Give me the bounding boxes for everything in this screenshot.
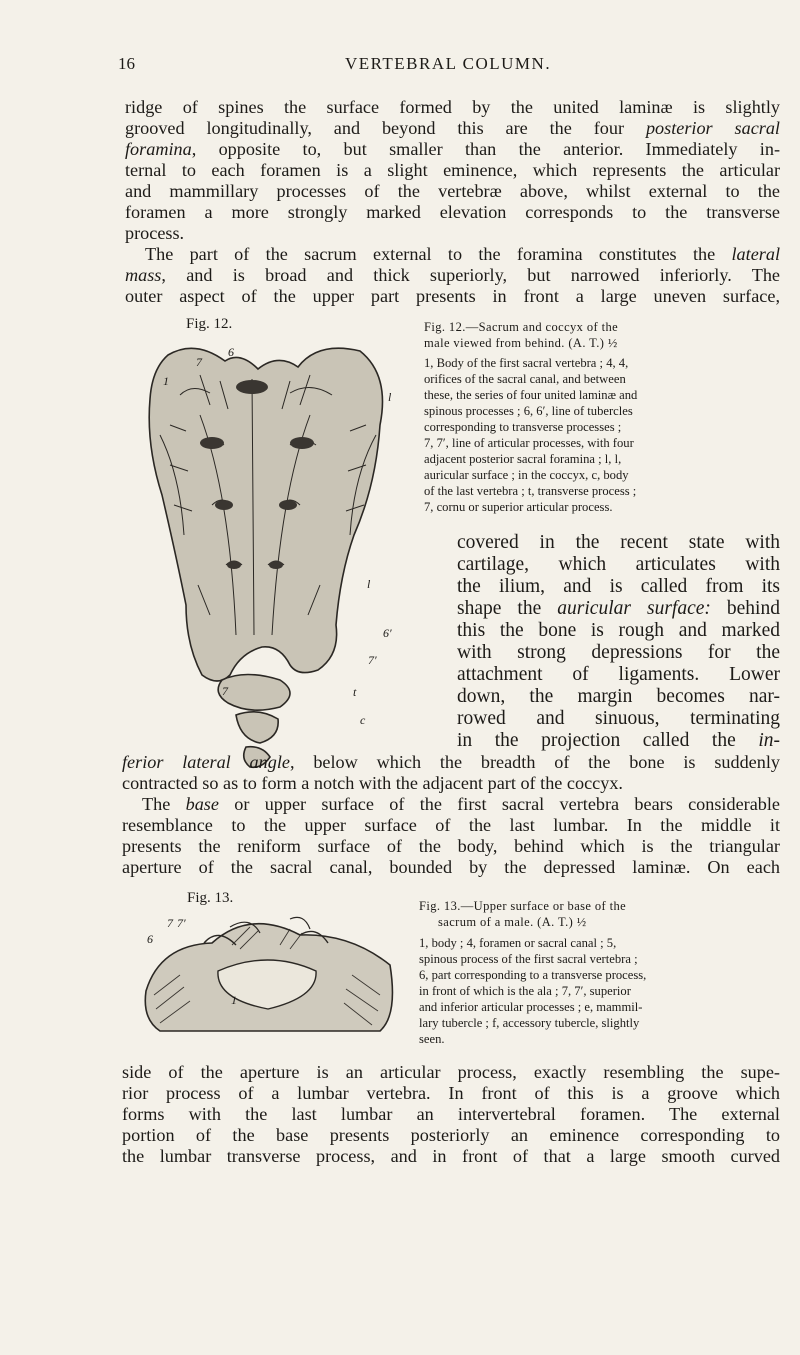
text-line: ternal to each foramen is a slight eminence, which represents the articular bbox=[125, 160, 780, 180]
text-line: covered in the recent state with bbox=[457, 532, 780, 553]
legend-label: 6 bbox=[228, 345, 234, 359]
figure-caption-line: spinous processes ; 6, 6′, line of tubercles bbox=[424, 404, 633, 418]
running-title: VERTEBRAL COLUMN. bbox=[344, 54, 552, 73]
legend-label: 7′ bbox=[177, 916, 186, 930]
figure-caption-line: of the last vertebra ; t, transverse process ; bbox=[424, 484, 637, 498]
text-line: in the projection called the in- bbox=[457, 730, 780, 751]
legend-label: 7′ bbox=[368, 653, 377, 667]
text-line: rior process of a lumbar vertebra. In front of this is a groove which bbox=[122, 1083, 780, 1103]
text-line: the ilium, and is called from its bbox=[457, 576, 780, 597]
text-line: attachment of ligaments. Lower bbox=[457, 664, 780, 685]
legend-label: 6′ bbox=[383, 626, 392, 640]
text-line: side of the aperture is an articular process, exactly resembling the supe- bbox=[122, 1062, 780, 1082]
legend-label: 7 bbox=[167, 916, 173, 930]
text-line: down, the margin becomes nar- bbox=[457, 686, 780, 707]
text-line: with strong depressions for the bbox=[457, 642, 780, 663]
text-line: The part of the sacrum external to the foramina constitutes the lateral bbox=[145, 244, 780, 264]
text-line: the lumbar transverse process, and in front of that a large smooth curved bbox=[122, 1146, 780, 1166]
legend-label: 1 bbox=[231, 993, 237, 1007]
figure-label: Fig. 12. bbox=[186, 316, 233, 332]
legend-label: 6 bbox=[147, 932, 153, 946]
text-line: forms with the last lumbar an intervertebral foramen. The external bbox=[122, 1104, 780, 1124]
legend-label: l bbox=[388, 390, 392, 404]
text-line: rowed and sinuous, terminating bbox=[457, 708, 780, 729]
text-line: grooved longitudinally, and beyond this are the four posterior sacral bbox=[125, 118, 780, 138]
text-line: resemblance to the upper surface of the last lumbar. In the middle it bbox=[122, 815, 780, 835]
figure-caption-line: 7, cornu or superior articular process. bbox=[424, 500, 613, 514]
legend-label: 7 bbox=[196, 355, 202, 369]
text-line: foramen a more strongly marked elevation corresponds to the transverse bbox=[125, 202, 780, 222]
term-foramina: foramina bbox=[125, 139, 192, 159]
figure-caption-line: and inferior articular processes ; e, mammil- bbox=[419, 1000, 643, 1014]
figure-caption-title: Fig. 12.—Sacrum and coccyx of the bbox=[424, 320, 619, 334]
figure-caption-line: 1, body ; 4, foramen or sacral canal ; 5, bbox=[419, 936, 617, 950]
figure-caption-line: seen. bbox=[419, 1032, 445, 1046]
term-posterior-sacral: posterior sacral bbox=[645, 118, 780, 138]
figure-caption-title: male viewed from behind. (A. T.) ½ bbox=[424, 336, 618, 350]
text-line: and mammillary processes of the vertebræ above, whilst external to the bbox=[125, 181, 780, 201]
figure-caption-line: 6, part corresponding to a transverse process, bbox=[419, 968, 647, 982]
term-base: base bbox=[185, 794, 219, 814]
text-line: process. bbox=[125, 223, 185, 243]
text-line: outer aspect of the upper part presents in front a large uneven surface, bbox=[125, 286, 780, 306]
text-line: presents the reniform surface of the body, behind which is the triangular bbox=[122, 836, 780, 856]
text-line: this the bone is rough and marked bbox=[457, 620, 780, 641]
term-auricular-surface: auricular surface: bbox=[557, 598, 711, 619]
term-lateral: lateral bbox=[731, 244, 780, 264]
text-line: The base or upper surface of the first sacral vertebra bears considerable bbox=[142, 794, 781, 814]
figure-caption-title: Fig. 13.—Upper surface or base of the bbox=[419, 899, 627, 913]
term-mass: mass bbox=[125, 265, 162, 285]
figure-caption-line: spinous process of the first sacral vertebra ; bbox=[419, 952, 638, 966]
legend-label: c bbox=[360, 713, 366, 727]
legend-label: 1 bbox=[163, 374, 169, 388]
text-line: aperture of the sacral canal, bounded by the depressed laminæ. On each bbox=[122, 857, 780, 877]
text-line: mass, and is broad and thick superiorly, but narrowed inferiorly. The bbox=[125, 265, 780, 285]
figure-label: Fig. 13. bbox=[187, 890, 234, 906]
text-line: ridge of spines the surface formed by the united laminæ is slightly bbox=[125, 97, 780, 117]
text-line: foramina, opposite to, but smaller than the anterior. Immediately in- bbox=[125, 139, 780, 159]
figure-caption-line: these, the series of four united laminæ and bbox=[424, 388, 638, 402]
text-line: cartilage, which articulates with bbox=[457, 554, 780, 575]
figure-caption-line: corresponding to transverse processes ; bbox=[424, 420, 622, 434]
text-line: shape the auricular surface: behind bbox=[457, 598, 780, 619]
figure-caption-line: 7, 7′, line of articular processes, with four bbox=[424, 436, 634, 450]
text-line: contracted so as to form a notch with the adjacent part of the coccyx. bbox=[122, 773, 623, 793]
text-line: ferior lateral angle, below which the breadth of the bone is suddenly bbox=[122, 752, 780, 772]
figure-caption-line: adjacent posterior sacral foramina ; l, l, bbox=[424, 452, 622, 466]
figure-caption-line: 1, Body of the first sacral vertebra ; 4, 4, bbox=[424, 356, 629, 370]
page-header bbox=[118, 54, 778, 84]
page-number: 16 bbox=[118, 54, 135, 73]
term-inferior: in- bbox=[758, 730, 780, 751]
legend-label: l bbox=[367, 577, 371, 591]
figure-caption-line: lary tubercle ; f, accessory tubercle, slightly bbox=[419, 1016, 640, 1030]
legend-label: t bbox=[353, 685, 357, 699]
legend-label: 7 bbox=[222, 684, 228, 698]
figure-caption-title: sacrum of a male. (A. T.) ½ bbox=[438, 915, 587, 929]
text-line: portion of the base presents posteriorly an eminence corresponding to bbox=[122, 1125, 780, 1145]
figure-caption-line: in front of which is the ala ; 7, 7′, superior bbox=[419, 984, 631, 998]
figure-caption-line: auricular surface ; in the coccyx, c, body bbox=[424, 468, 629, 482]
sacrum-coccyx-illustration bbox=[140, 335, 400, 800]
figure-caption-line: orifices of the sacral canal, and between bbox=[424, 372, 626, 386]
term-inferior-lateral-angle: ferior lateral angle bbox=[122, 752, 290, 772]
